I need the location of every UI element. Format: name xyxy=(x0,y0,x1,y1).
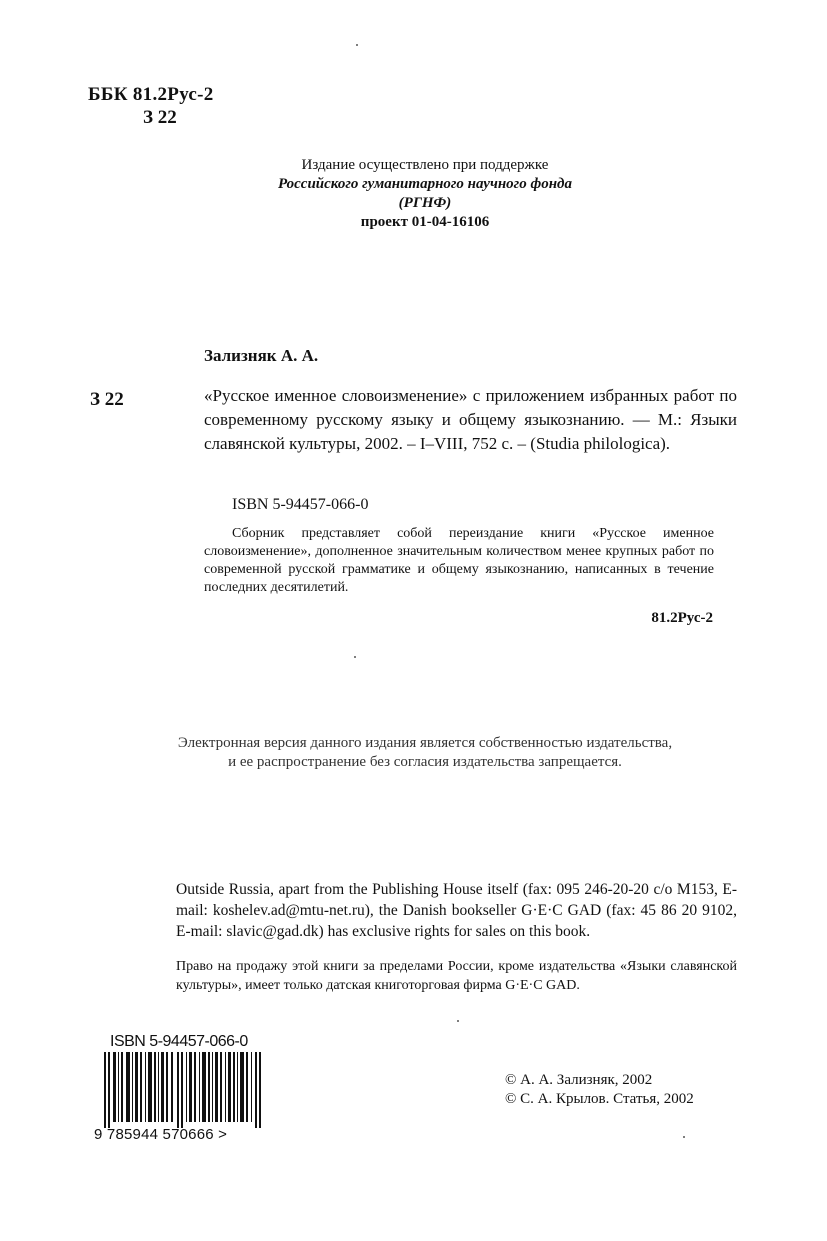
copyright-line-1: © А. А. Зализняк, 2002 xyxy=(505,1072,653,1088)
barcode-isbn: ISBN 5-94457-066-0 xyxy=(110,1033,248,1050)
bbk-author-mark: З 22 xyxy=(143,107,177,128)
support-line-1: Издание осуществлено при поддержке xyxy=(301,157,549,173)
speck xyxy=(356,44,358,46)
barcode-icon xyxy=(100,1052,266,1128)
electronic-line-2: и ее распространение без согласия издательства запрещается. xyxy=(228,754,622,770)
copyright xyxy=(505,1071,694,1109)
book-bbk-code: 81.2Рус-2 xyxy=(651,610,713,626)
electronic-line-1: Электронная версия данного издания является собственностью издательства, xyxy=(177,735,673,751)
support-line-4: проект 01-04-16106 xyxy=(360,214,490,230)
speck xyxy=(354,656,356,658)
electronic-notice xyxy=(120,734,730,772)
book-isbn: ISBN 5-94457-066-0 xyxy=(232,496,369,513)
book-description: «Русское именное словоизменение» с приложением избранных работ по современному русскому языку и общему языкознанию. — М.: Языки славянской культуры, 2002. – I–VIII, 752 с. – (Studia philologica). xyxy=(204,386,737,453)
speck xyxy=(683,1136,685,1138)
distribution-english: Outside Russia, apart from the Publishing House itself (fax: 095 246-20-20 c/o M153, E-mail: koshelev.ad@mtu-net.ru), the Danish bookseller G·E·C GAD (fax: 45 86 20 9102, E-mail: slavic@gad.dk) has exclusive rights for sales on this book. xyxy=(176,881,737,940)
book-author-mark: З 22 xyxy=(90,389,124,410)
support-note xyxy=(250,156,600,232)
book-annotation: Сборник представляет собой переиздание книги «Русское именное словоизменение», дополненное значительным количеством менее крупных работ по современной русской грамматике и общему языкознанию, написанных в течение последних десятилетий. xyxy=(204,526,714,595)
support-line-2: Российского гуманитарного научного фонда xyxy=(278,176,572,192)
distribution-russian: Право на продажу этой книги за пределами России, кроме издательства «Языки славянской культуры», имеет только датская книготорговая фирма G·E·C GAD. xyxy=(176,959,737,993)
support-line-3: (РГНФ) xyxy=(398,195,452,211)
bbk-code: ББК 81.2Рус-2 xyxy=(88,84,214,105)
barcode-ean: 9 785944 570666 > xyxy=(94,1126,228,1143)
copyright-line-2: © С. А. Крылов. Статья, 2002 xyxy=(505,1091,694,1107)
book-author: Зализняк А. А. xyxy=(204,346,319,365)
speck xyxy=(457,1020,459,1022)
